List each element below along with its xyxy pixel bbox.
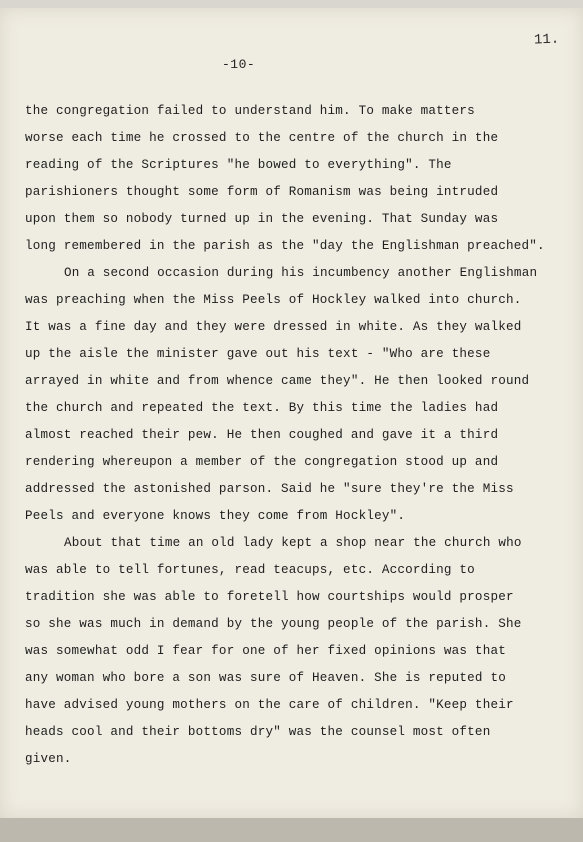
text-line: up the aisle the minister gave out his text - "Who are these: [25, 347, 491, 361]
text-line: About that time an old lady kept a shop near the church who: [64, 536, 522, 550]
folio-number: 11.: [533, 31, 560, 49]
text-line: so she was much in demand by the young people of the parish. She: [25, 617, 522, 631]
page-number: -10-: [222, 57, 256, 72]
text-line: arrayed in white and from whence came they". He then looked round: [25, 374, 530, 388]
text-line: On a second occasion during his incumbency another Englishman: [64, 266, 538, 280]
text-line: the church and repeated the text. By this time the ladies had: [25, 401, 499, 415]
text-line: Peels and everyone knows they come from Hockley".: [25, 509, 406, 523]
text-line: parishioners thought some form of Romanism was being intruded: [25, 185, 499, 199]
background-surface: [0, 818, 583, 842]
text-line: have advised young mothers on the care of children. "Keep their: [25, 698, 514, 712]
typed-page: [0, 8, 583, 818]
text-line: heads cool and their bottoms dry" was the counsel most often: [25, 725, 491, 739]
text-line: upon them so nobody turned up in the evening. That Sunday was: [25, 212, 499, 226]
text-line: almost reached their pew. He then coughed and gave it a third: [25, 428, 499, 442]
text-line: was preaching when the Miss Peels of Hockley walked into church.: [25, 293, 522, 307]
text-line: any woman who bore a son was sure of Heaven. She is reputed to: [25, 671, 506, 685]
text-line: long remembered in the parish as the "day the Englishman preached".: [25, 239, 545, 253]
text-line: It was a fine day and they were dressed in white. As they walked: [25, 320, 522, 334]
text-line: addressed the astonished parson. Said he "sure they're the Miss: [25, 482, 514, 496]
text-line: the congregation failed to understand him. To make matters: [25, 104, 475, 118]
text-line: was able to tell fortunes, read teacups, etc. According to: [25, 563, 475, 577]
text-line: rendering whereupon a member of the congregation stood up and: [25, 455, 499, 469]
text-line: given.: [25, 752, 72, 766]
text-line: worse each time he crossed to the centre of the church in the: [25, 131, 499, 145]
text-line: tradition she was able to foretell how courtships would prosper: [25, 590, 514, 604]
text-line: was somewhat odd I fear for one of her fixed opinions was that: [25, 644, 506, 658]
text-line: reading of the Scriptures "he bowed to everything". The: [25, 158, 452, 172]
